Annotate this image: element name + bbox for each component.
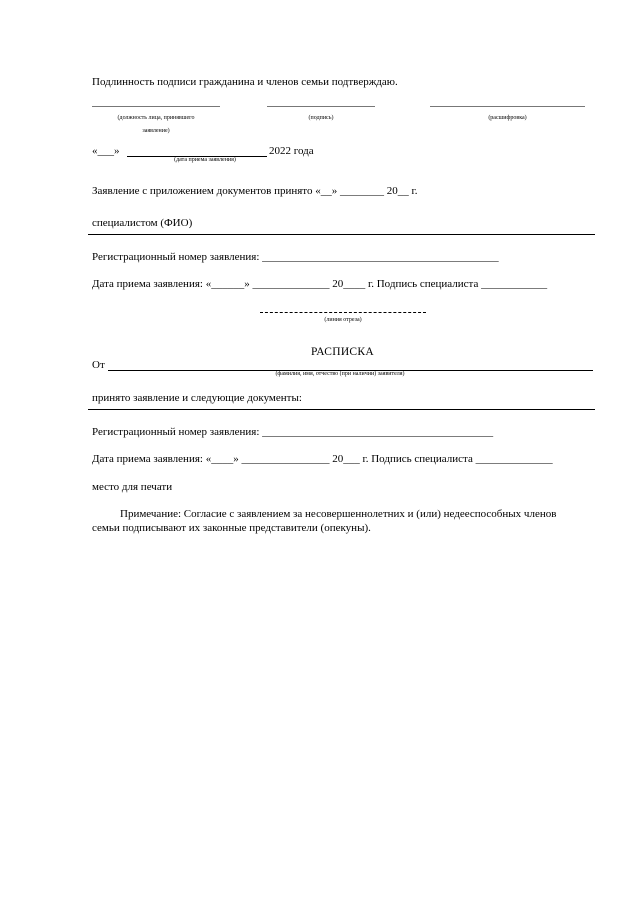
caption-position-2: заявление) <box>142 128 170 134</box>
registration-number-2: Регистрационный номер заявления: __________________________________________ <box>92 426 494 438</box>
date-caption: (дата приема заявления) <box>174 157 236 163</box>
position-line <box>92 106 220 107</box>
reception-date-2: Дата приема заявления: «____» ________________ 20___ г. Подпись специалиста ______________ <box>92 453 553 465</box>
from-label: От <box>92 359 105 371</box>
caption-position: (должность лица, принявшего <box>117 115 195 121</box>
cut-line-caption: (линия отреза) <box>324 317 362 323</box>
caption-decoding: (расшифровка) <box>488 115 527 121</box>
registration-number-1: Регистрационный номер заявления: ___________________________________________ <box>92 251 499 263</box>
date-prefix: «___» <box>92 145 120 157</box>
decoding-line <box>430 106 585 107</box>
signature-line <box>267 106 375 107</box>
specialist-text: специалистом (ФИО) <box>92 217 193 229</box>
accepted-text: Заявление с приложением документов принято «__» ________ 20__ г. <box>92 185 418 197</box>
receipt-accepted-text: принято заявление и следующие документы: <box>92 392 302 404</box>
from-caption: (фамилия, имя, отчество (при наличии) заявителя) <box>275 371 405 377</box>
cut-line <box>260 312 426 313</box>
stamp-place: место для печати <box>92 481 173 493</box>
confirmation-text: Подлинность подписи гражданина и членов семьи подтверждаю. <box>92 76 398 88</box>
date-year: 2022 года <box>269 145 314 157</box>
receipt-documents-line <box>88 409 595 410</box>
specialist-line <box>88 234 595 235</box>
note-line-1: Примечание: Согласие с заявлением за несовершеннолетних и (или) недееспособных членов <box>120 508 557 520</box>
reception-date-1: Дата приема заявления: «______» ______________ 20____ г. Подпись специалиста ____________ <box>92 278 548 290</box>
caption-signature: (подпись) <box>308 115 334 121</box>
note-line-2: семьи подписывают их законные представители (опекуны). <box>92 522 371 534</box>
receipt-title: РАСПИСКА <box>311 346 374 358</box>
